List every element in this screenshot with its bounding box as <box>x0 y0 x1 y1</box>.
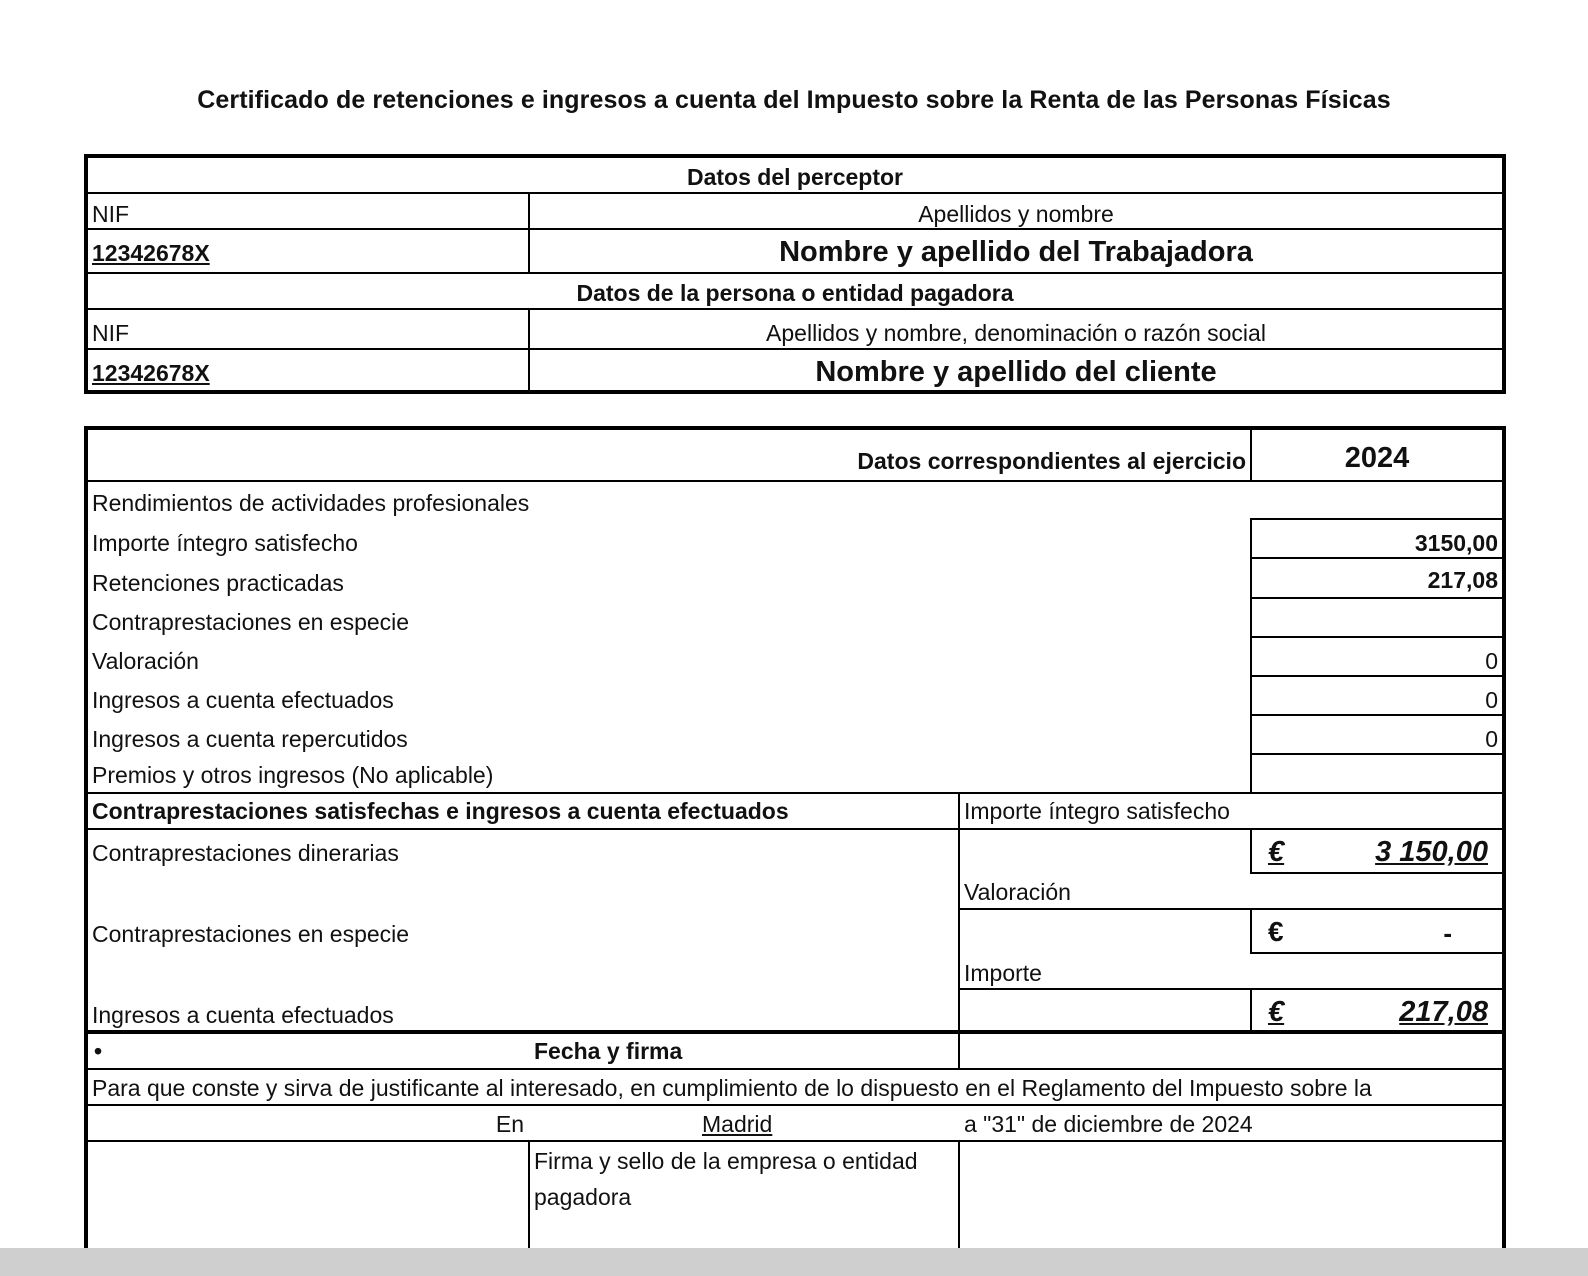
ingresos-currency: € <box>1268 996 1285 1028</box>
pagador-heading: Datos de la persona o entidad pagadora <box>576 280 1014 306</box>
ejercicio-year: 2024 <box>1344 442 1410 474</box>
dinerarias-currency: € <box>1268 836 1285 868</box>
firma-line2: pagadora <box>534 1184 632 1210</box>
especie-label: Contraprestaciones en especie <box>92 921 410 947</box>
dinerarias-amount: 3 150,00 <box>1375 836 1488 868</box>
page-title: Certificado de retenciones e ingresos a cuenta del Impuesto sobre la Renta de las Personas Físicas <box>197 86 1391 114</box>
bottom-scroll-bar <box>0 1248 1588 1276</box>
rend-row-value: 217,08 <box>1427 567 1498 593</box>
fecha-bullet: • <box>94 1038 103 1064</box>
fecha-value: a "31" de diciembre de 2024 <box>964 1111 1253 1137</box>
ingresos-label: Ingresos a cuenta efectuados <box>92 1002 394 1028</box>
en-label: En <box>495 1111 524 1137</box>
rend-row-label: Importe íntegro satisfecho <box>92 530 358 556</box>
rend-row-label: Retenciones practicadas <box>92 570 344 596</box>
rend-row-value: 0 <box>1485 687 1498 713</box>
rendimientos-heading: Rendimientos de actividades profesionales <box>92 490 530 516</box>
pagador-nif: 12342678X <box>92 360 210 386</box>
dinerarias-label: Contraprestaciones dinerarias <box>92 840 399 866</box>
justificante-text: Para que conste y sirva de justificante al interesado, en cumplimiento de lo dispuesto en el Reglamento del Impuesto sobre la <box>92 1075 1372 1101</box>
rend-row-label: Contraprestaciones en especie <box>92 609 410 635</box>
contra-heading: Contraprestaciones satisfechas e ingresos a cuenta efectuados <box>92 798 789 824</box>
datos-table <box>84 154 1506 394</box>
rend-row-value: 3150,00 <box>1414 530 1498 556</box>
ejercicio-table <box>84 426 1506 1248</box>
ingresos-amount: 217,08 <box>1399 996 1488 1028</box>
valoracion-label: Valoración <box>964 879 1071 905</box>
importe-label: Importe <box>964 960 1042 986</box>
rend-row-label: Valoración <box>92 648 199 674</box>
firma-line1: Firma y sello de la empresa o entidad <box>534 1148 918 1174</box>
perceptor-name: Nombre y apellido del Trabajadora <box>779 236 1253 268</box>
rend-row-label: Ingresos a cuenta repercutidos <box>92 726 408 752</box>
ejercicio-label: Datos correspondientes al ejercicio <box>857 448 1246 474</box>
pagador-name: Nombre y apellido del cliente <box>815 356 1217 388</box>
perceptor-name-label: Apellidos y nombre <box>918 201 1114 227</box>
especie-amount: - <box>1443 918 1452 948</box>
perceptor-nif: 12342678X <box>92 240 210 266</box>
rend-row-label: Premios y otros ingresos (No aplicable) <box>92 762 494 788</box>
rend-row-label: Ingresos a cuenta efectuados <box>92 687 394 713</box>
perceptor-heading: Datos del perceptor <box>687 164 903 190</box>
perceptor-nif-label: NIF <box>92 201 130 227</box>
pagador-name-label: Apellidos y nombre, denominación o razón social <box>766 320 1266 346</box>
especie-currency: € <box>1268 916 1284 947</box>
ciudad-value: Madrid <box>702 1111 773 1137</box>
contra-col-header: Importe íntegro satisfecho <box>964 798 1230 824</box>
fecha-heading: Fecha y firma <box>534 1038 683 1064</box>
rend-row-value: 0 <box>1485 648 1498 674</box>
pagador-nif-label: NIF <box>92 320 130 346</box>
rend-row-value: 0 <box>1485 726 1498 752</box>
